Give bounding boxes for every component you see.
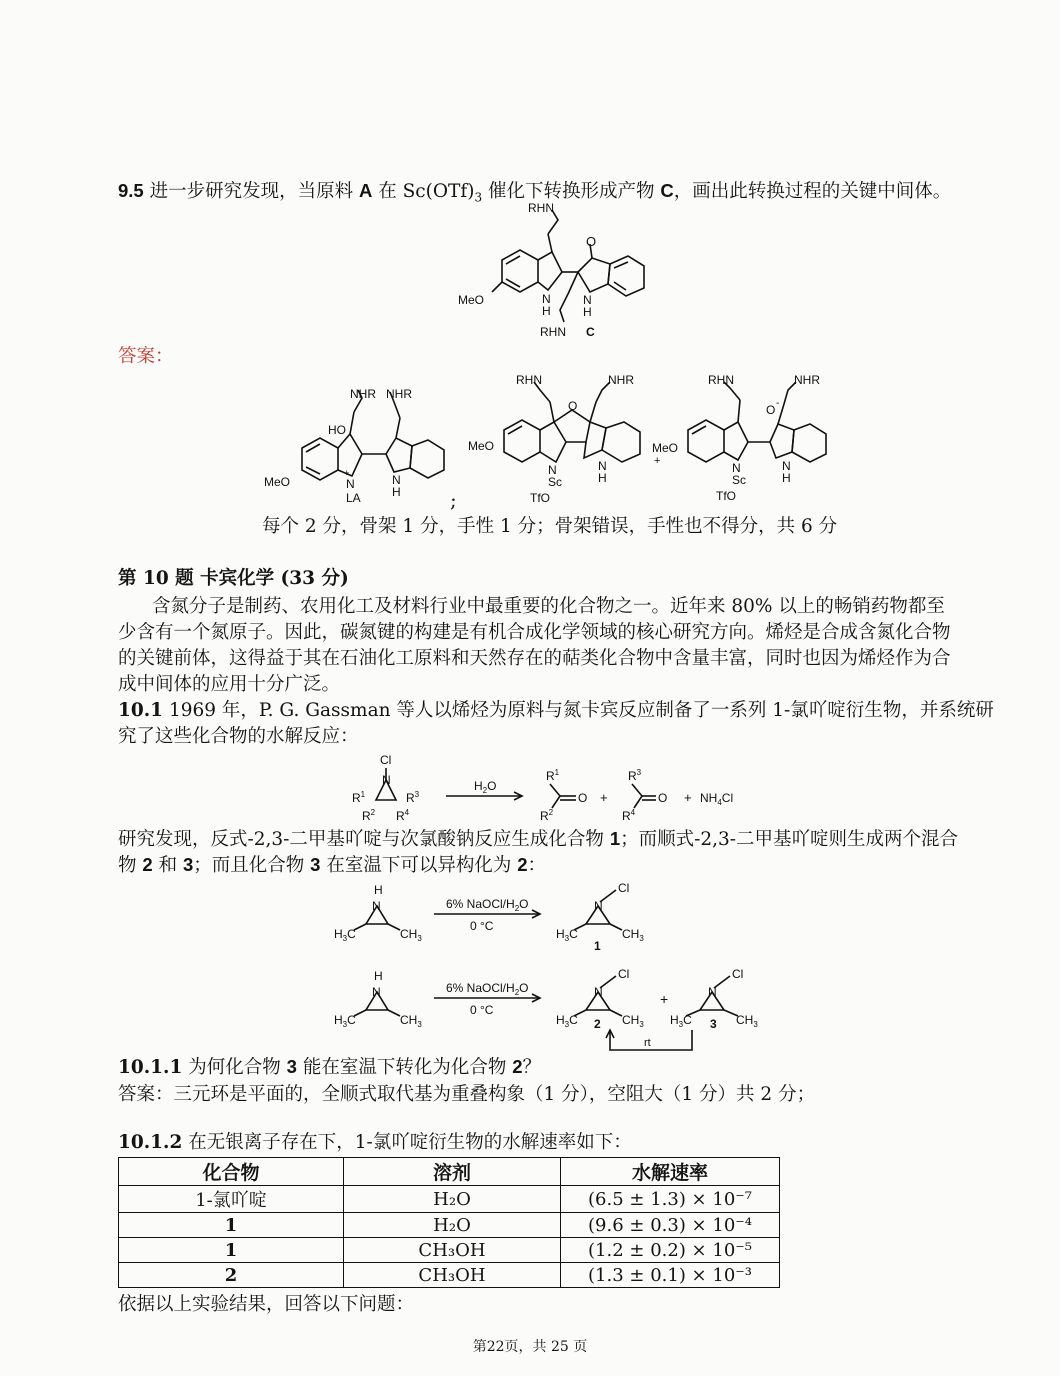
svg-text:Sc: Sc: [548, 475, 563, 489]
svg-text:NHR: NHR: [386, 387, 412, 401]
svg-text:CH3: $CH_3$: [736, 1013, 758, 1029]
svg-text:0 °C: 0 °C: [470, 919, 494, 933]
structure-c-diagram: [440, 200, 670, 350]
paragraph-line: 成中间体的应用十分广泛。: [118, 674, 341, 695]
svg-text:2: 2: [594, 1017, 601, 1031]
svg-text:H: H: [392, 485, 401, 499]
svg-text:R2: $R^2$: [540, 808, 554, 823]
svg-text:Cl: Cl: [618, 967, 630, 981]
svg-text:TfO: TfO: [716, 489, 736, 503]
svg-text:H3C: $H_3C$: [334, 1013, 356, 1029]
svg-text:H3C: $H_3C$: [556, 1013, 578, 1029]
svg-text:CH3: $CH_3$: [622, 927, 644, 943]
svg-text:NH4Cl: $NH_4Cl$: [700, 791, 734, 807]
separator: ;: [450, 488, 457, 512]
solvent-cell: CH₃OH: [344, 1263, 561, 1288]
svg-text:N: N: [542, 292, 551, 306]
svg-text:MeO: MeO: [458, 293, 485, 307]
svg-text:Cl: Cl: [618, 881, 630, 895]
solvent-cell: H₂O: [344, 1186, 561, 1213]
hydrolysis-reaction: [350, 750, 770, 830]
svg-text:C: C: [586, 325, 595, 339]
svg-text:R4: $R^4$: [622, 808, 636, 823]
svg-text:R2: $R^2$: [362, 808, 376, 823]
svg-text:MeO: MeO: [652, 441, 679, 455]
svg-text:H: H: [374, 969, 383, 983]
intermediate-1-diagram: [262, 372, 462, 512]
svg-text:H: H: [542, 304, 551, 318]
svg-text:RHN: RHN: [708, 373, 734, 387]
svg-text:NHR: NHR: [608, 373, 634, 387]
svg-text:N: N: [346, 477, 355, 491]
svg-text:6% NaOCl/H2O: 6% NaOCl/$H_2O$: [446, 981, 529, 997]
table-row: [119, 1186, 780, 1213]
svg-text:Cl: Cl: [732, 967, 744, 981]
cis-chlorination-reaction: [330, 966, 780, 1056]
follow-up-text: 依据以上实验结果，回答以下问题：: [118, 1294, 415, 1315]
svg-text:N: N: [372, 985, 381, 999]
svg-text:CH3: $CH_3$: [622, 1013, 644, 1029]
svg-text:N: N: [372, 899, 381, 913]
trans-chlorination-reaction: [330, 880, 670, 960]
rate-cell: (9.6 ± 0.3) × 10⁻⁴: [561, 1213, 780, 1238]
svg-text:R1: $R^1$: [352, 790, 366, 805]
question-10-1-line2: 究了这些化合物的水解反应：: [118, 726, 359, 747]
svg-text:N: N: [583, 293, 592, 307]
table-row: [119, 1213, 780, 1238]
svg-text:N: N: [382, 773, 391, 787]
svg-text:H: H: [583, 305, 592, 319]
svg-text:R1: $R^1$: [546, 768, 560, 783]
intermediate-2-diagram: [464, 370, 664, 510]
svg-text:N: N: [782, 459, 791, 473]
table-row: [119, 1238, 780, 1263]
svg-text:MeO: MeO: [468, 439, 495, 453]
svg-text:O: O: [568, 399, 578, 413]
svg-text:N: N: [732, 461, 741, 475]
answer-label: 答案：: [118, 346, 174, 367]
svg-text:MeO: MeO: [264, 475, 291, 489]
table-row: [119, 1263, 780, 1288]
column-header: 溶剂: [344, 1158, 561, 1186]
svg-text:RHN: RHN: [540, 325, 566, 339]
table-header-row: [119, 1158, 780, 1186]
intermediate-3-diagram: [648, 368, 848, 508]
svg-text:R4: $R^4$: [396, 808, 410, 823]
svg-text:NHR: NHR: [794, 373, 820, 387]
svg-text:NHR: NHR: [350, 387, 376, 401]
answer-10-1-1: 答案：三元环是平面的，全顺式取代基为重叠构象（1 分），空阻大（1 分）共 2 分；: [118, 1084, 816, 1105]
svg-text:Sc: Sc: [732, 473, 747, 487]
svg-text:O: O: [766, 403, 776, 417]
svg-text:+: +: [344, 468, 350, 478]
svg-text:N: N: [594, 899, 603, 913]
svg-text:+: +: [660, 991, 669, 1007]
svg-text:+: +: [654, 455, 661, 467]
rate-cell: (6.5 ± 1.3) × 10⁻⁷: [561, 1186, 780, 1213]
question-number: 9.5: [118, 180, 144, 201]
rate-cell: (1.2 ± 0.2) × 10⁻⁵: [561, 1238, 780, 1263]
compound-cell: 1: [119, 1238, 344, 1263]
svg-text:RHN: RHN: [528, 201, 554, 215]
svg-text:O: O: [658, 791, 668, 805]
scoring-note: 每个 2 分，骨架 1 分，手性 1 分；骨架错误，手性也不得分，共 6 分: [262, 516, 838, 537]
svg-text:H3C: $H_3C$: [670, 1013, 692, 1029]
compound-cell: 2: [119, 1263, 344, 1288]
svg-text:RHN: RHN: [516, 373, 542, 387]
hydrolysis-rate-table: [118, 1157, 780, 1288]
svg-text:N: N: [598, 459, 607, 473]
svg-text:N: N: [708, 985, 717, 999]
svg-text:-: -: [776, 398, 780, 409]
svg-text:1: 1: [594, 939, 601, 953]
svg-text:H3C: $H_3C$: [556, 927, 578, 943]
svg-text:H: H: [598, 471, 607, 485]
svg-text:Cl: Cl: [380, 753, 392, 767]
svg-text:N: N: [594, 985, 603, 999]
paragraph-line: 含氮分子是制药、农用化工及材料行业中最重要的化合物之一。近年来 80% 以上的畅销药物都至: [152, 596, 945, 617]
question-10-1-1: 10.1.1 为何化合物 3 能在室温下转化为化合物 2？: [118, 1056, 542, 1078]
rate-cell: (1.3 ± 0.1) × 10⁻³: [561, 1263, 780, 1288]
question-10-1-2: 10.1.2 在无银离子存在下，1-氯吖啶衍生物的水解速率如下：: [118, 1132, 632, 1153]
svg-text:H3C: $H_3C$: [334, 927, 356, 943]
column-header: 化合物: [119, 1158, 344, 1186]
svg-text:+: +: [600, 790, 608, 805]
question-10-title: 第 10 题 卡宾化学 (33 分): [118, 568, 349, 589]
svg-text:3: 3: [710, 1017, 717, 1031]
svg-text:HO: HO: [328, 423, 346, 437]
svg-text:6% NaOCl/H2O: 6% NaOCl/$H_2O$: [446, 897, 529, 913]
svg-text:H2O: $H_2O$: [474, 779, 497, 795]
svg-text:R3: $R^3$: [406, 790, 420, 805]
paragraph-line: 的关键前体，这得益于其在石油化工原料和天然存在的萜类化合物中含量丰富，同时也因为烯烃作为合: [118, 648, 951, 669]
solvent-cell: H₂O: [344, 1213, 561, 1238]
svg-text:TfO: TfO: [530, 491, 550, 505]
svg-text:CH3: $CH_3$: [400, 1013, 422, 1029]
page-footer: 第22页，共 25 页: [472, 1339, 588, 1355]
svg-text:CH3: $CH_3$: [400, 927, 422, 943]
finding-line-2: 物 2 和 3；而且化合物 3 在室温下可以异构化为 2：: [118, 854, 547, 876]
column-header: 水解速率: [561, 1158, 780, 1186]
svg-text:0 °C: 0 °C: [470, 1003, 494, 1017]
svg-text:O: O: [586, 234, 597, 249]
svg-text:H: H: [782, 471, 791, 485]
svg-text:LA: LA: [346, 491, 361, 505]
svg-text:O: O: [578, 791, 588, 805]
paragraph-line: 少含有一个氮原子。因此，碳氮键的构建是有机合成化学领域的核心研究方向。烯烃是合成含氮化合物: [118, 622, 951, 643]
finding-line-1: 研究发现，反式-2,3-二甲基吖啶与次氯酸钠反应生成化合物 1；而顺式-2,3-二甲基吖啶则生成两个混合: [118, 828, 959, 850]
question-10-1: 10.1 1969 年，P. G. Gassman 等人以烯烃为原料与氮卡宾反应制备了一系列 1-氯吖啶衍生物，并系统研: [118, 700, 994, 721]
compound-cell: 1: [119, 1213, 344, 1238]
question-9-5: 9.5 进一步研究发现，当原料 A 在 $Sc(OTf)_3$ 催化下转换形成产物 C，画出此转换过程的关键中间体。: [118, 180, 952, 205]
compound-cell: 1-氯吖啶: [119, 1186, 344, 1213]
svg-text:N: N: [548, 463, 557, 477]
svg-text:H: H: [374, 883, 383, 897]
svg-text:N: N: [392, 473, 401, 487]
solvent-cell: CH₃OH: [344, 1238, 561, 1263]
svg-text:+: +: [684, 790, 692, 805]
svg-text:R3: $R^3$: [628, 768, 642, 783]
svg-text:rt: rt: [644, 1037, 651, 1049]
